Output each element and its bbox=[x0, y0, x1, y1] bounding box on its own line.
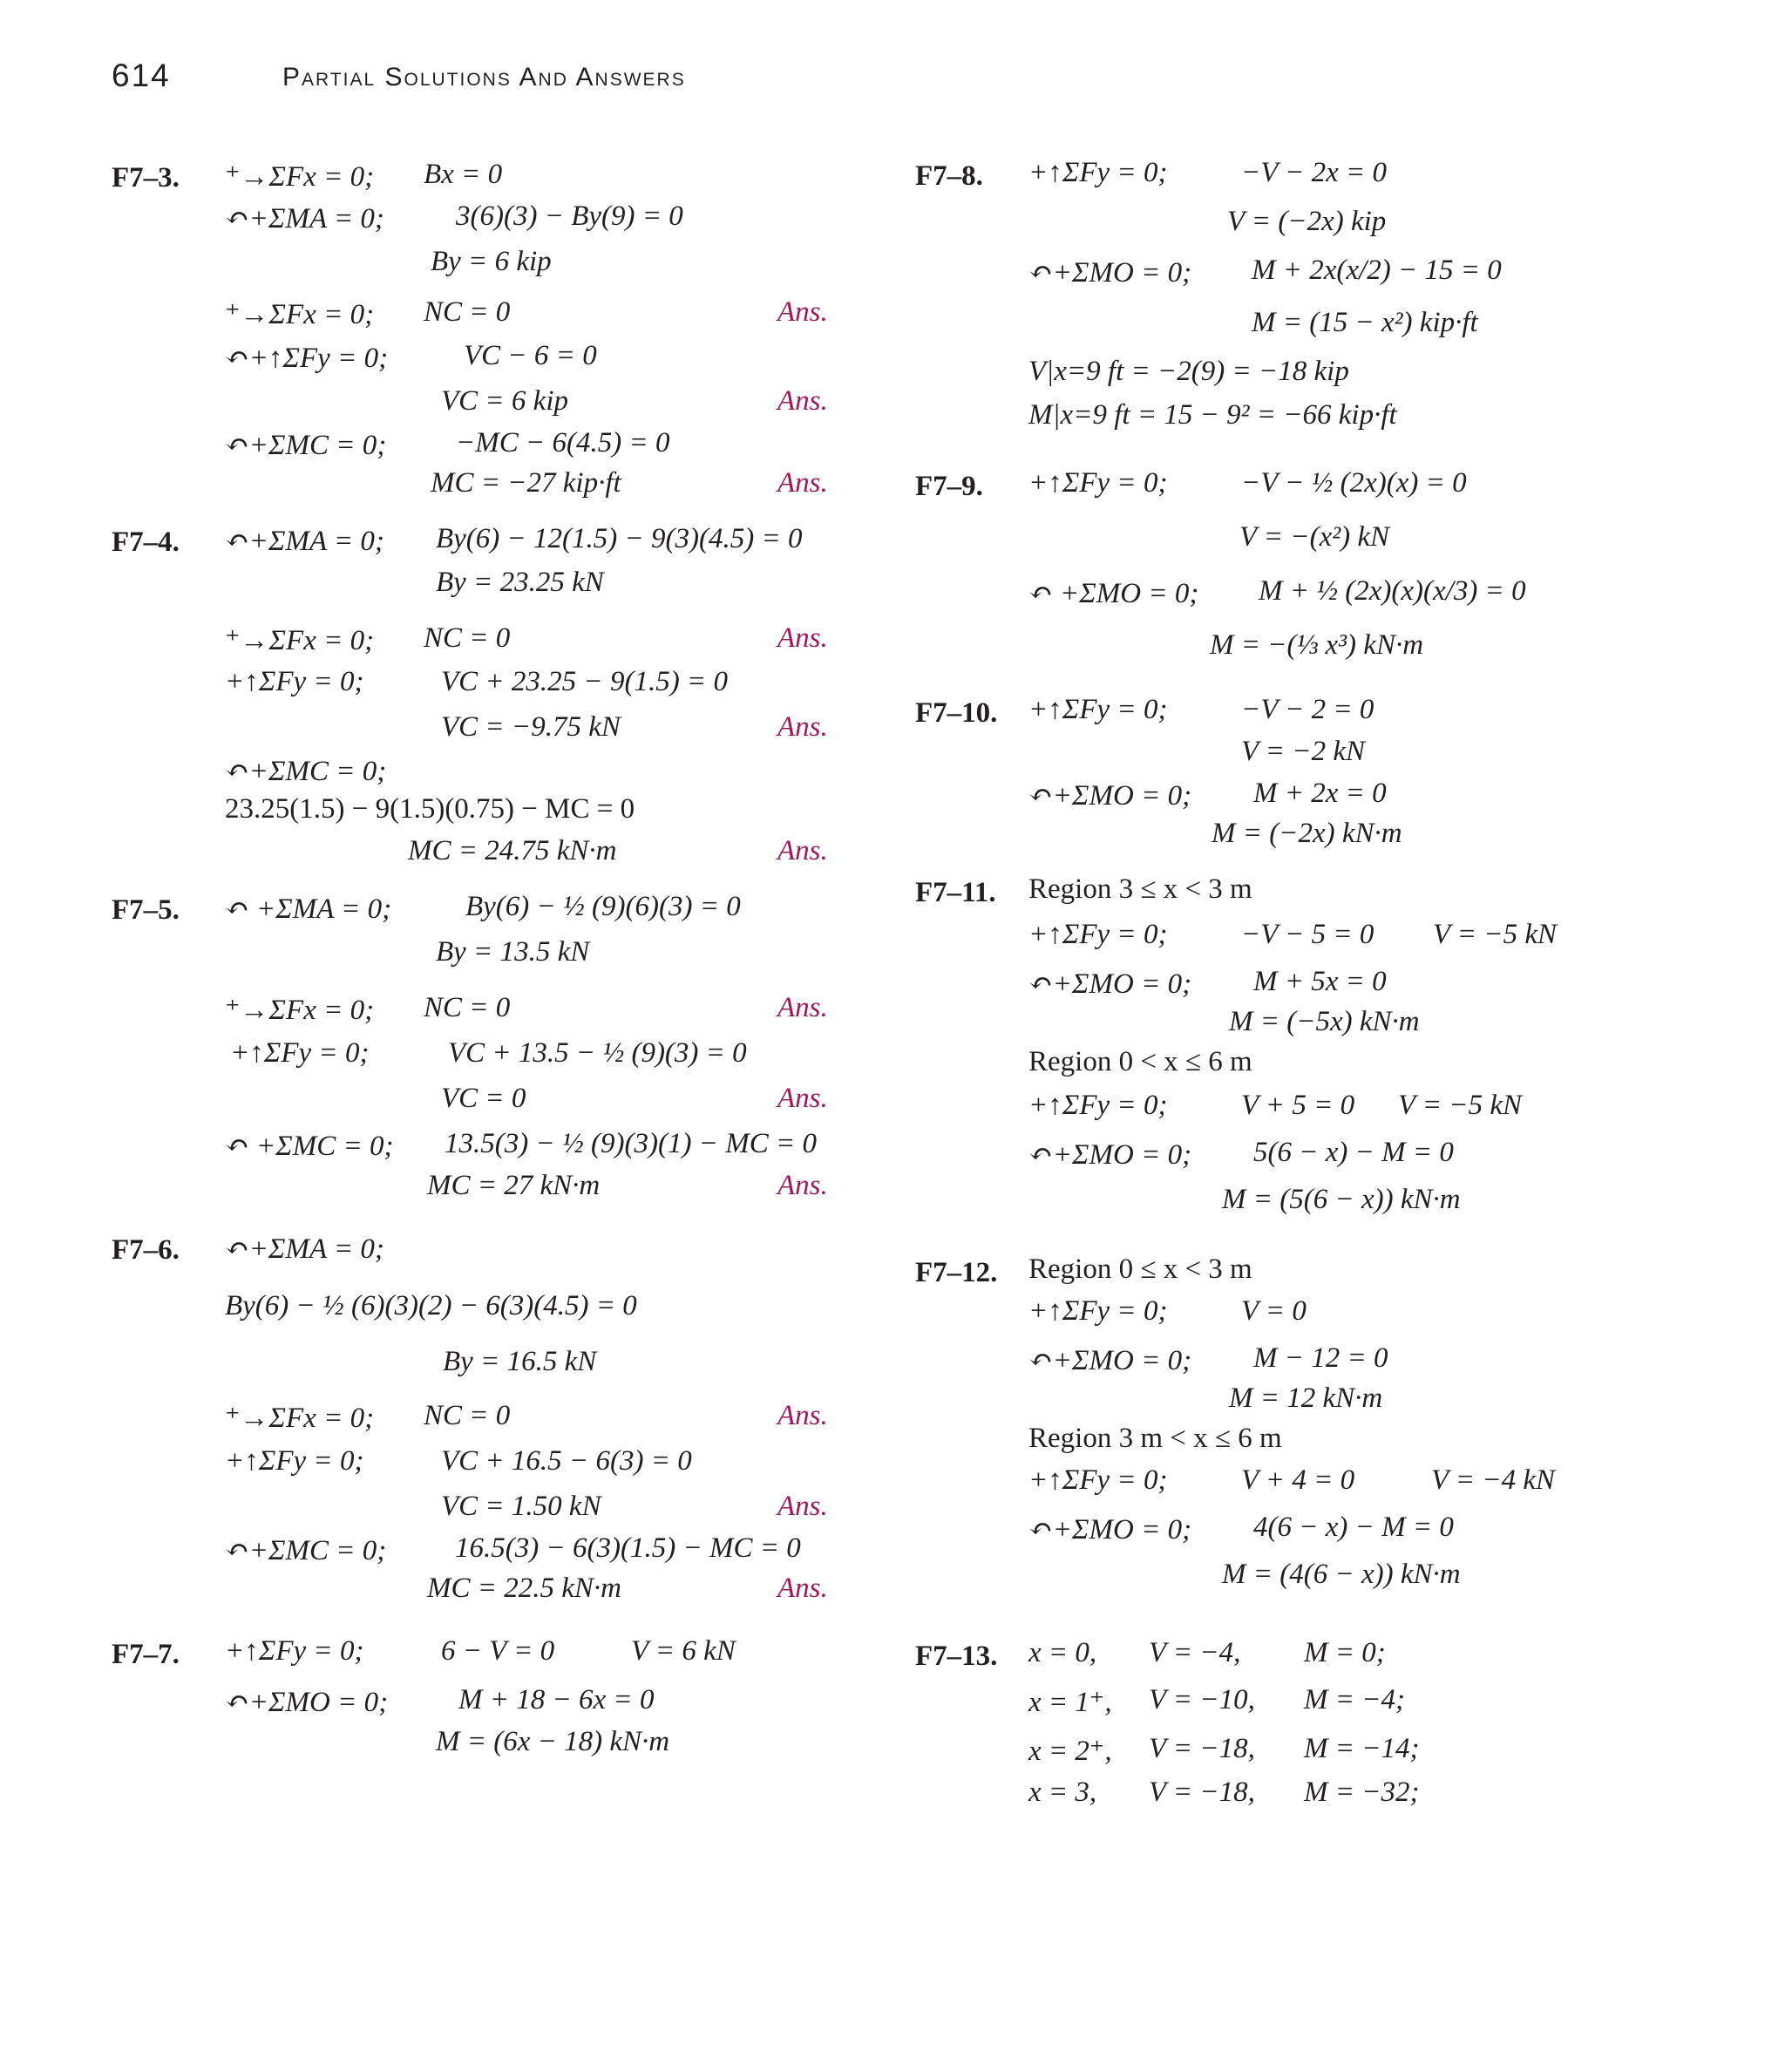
equilibrium-equation: ⁺→ΣFx = 0; bbox=[225, 995, 375, 1026]
equilibrium-equation: +↑ΣFy = 0; bbox=[1028, 1090, 1168, 1121]
equilibrium-equation: +↑ΣFy = 0; bbox=[225, 1635, 364, 1667]
equation-result: VC = 0 bbox=[441, 1083, 526, 1114]
equation-result: By = 13.5 kN bbox=[436, 936, 590, 968]
equilibrium-equation: ↶ +ΣMO = 0; bbox=[1028, 578, 1199, 609]
equation-result: MC = 24.75 kN·m bbox=[408, 835, 617, 866]
equation-result: By(6) − ½ (9)(6)(3) = 0 bbox=[465, 891, 741, 922]
equation-result: −V − 5 = 0 bbox=[1241, 919, 1374, 950]
equation-result: V + 4 = 0 bbox=[1241, 1464, 1355, 1496]
shear-value: V = −18, bbox=[1149, 1776, 1255, 1808]
equation-result: By(6) − ½ (6)(3)(2) − 6(3)(4.5) = 0 bbox=[225, 1290, 637, 1321]
equation-result: NC = 0 bbox=[424, 622, 511, 654]
equilibrium-equation: +↑ΣFy = 0; bbox=[1028, 157, 1168, 188]
equation-result: VC + 23.25 − 9(1.5) = 0 bbox=[441, 666, 728, 697]
problem-label: F7–6. bbox=[112, 1234, 180, 1266]
equilibrium-equation: ↶+ΣMO = 0; bbox=[1028, 968, 1192, 1000]
shear-value: V = −4, bbox=[1149, 1637, 1241, 1668]
region-heading: Region 3 m < x ≤ 6 m bbox=[1028, 1423, 1282, 1454]
equation-result: M = (5(6 − x)) kN·m bbox=[1222, 1184, 1461, 1215]
equilibrium-equation: ↶+ΣMC = 0; bbox=[225, 430, 387, 461]
x-value: x = 3, bbox=[1028, 1776, 1097, 1808]
equation-result: MC = −27 kip·ft bbox=[431, 467, 621, 499]
equation-result: By = 23.25 kN bbox=[436, 567, 604, 598]
answer-marker: Ans. bbox=[777, 1573, 828, 1604]
x-value: x = 0, bbox=[1028, 1637, 1097, 1668]
equation-result: M − 12 = 0 bbox=[1253, 1342, 1388, 1374]
equilibrium-equation: +↑ΣFy = 0; bbox=[230, 1037, 370, 1069]
equation-result: By = 16.5 kN bbox=[443, 1346, 597, 1377]
equation-result: M = 12 kN·m bbox=[1229, 1382, 1383, 1414]
equilibrium-equation: +↑ΣFy = 0; bbox=[1028, 694, 1168, 725]
equation-result: 4(6 − x) − M = 0 bbox=[1253, 1512, 1454, 1543]
equation-result: 23.25(1.5) − 9(1.5)(0.75) − MC = 0 bbox=[225, 793, 635, 825]
equation-result: 3(6)(3) − By(9) = 0 bbox=[456, 200, 683, 232]
problem-label: F7–13. bbox=[915, 1641, 998, 1672]
equilibrium-equation: ↶+ΣMA = 0; bbox=[225, 1233, 384, 1265]
x-value: x = 2⁺, bbox=[1028, 1736, 1112, 1767]
equilibrium-equation: +↑ΣFy = 0; bbox=[225, 1445, 364, 1477]
equation-result: V + 5 = 0 bbox=[1241, 1090, 1355, 1121]
equation-result: V = 6 kN bbox=[631, 1635, 736, 1667]
moment-value: M = −4; bbox=[1304, 1684, 1406, 1715]
equation-result: NC = 0 bbox=[424, 1400, 511, 1431]
equilibrium-equation: +↑ΣFy = 0; bbox=[1028, 467, 1168, 499]
equilibrium-equation: ↶+ΣMC = 0; bbox=[225, 1535, 387, 1566]
equation-result: VC = 1.50 kN bbox=[441, 1491, 601, 1522]
equation-result: V = −5 kN bbox=[1398, 1090, 1523, 1121]
equilibrium-equation: ⁺→ΣFx = 0; bbox=[225, 1403, 375, 1434]
answer-marker: Ans. bbox=[777, 711, 828, 743]
moment-value: M = −32; bbox=[1304, 1776, 1420, 1808]
problem-label: F7–11. bbox=[915, 877, 996, 908]
equation-result: M = (4(6 − x)) kN·m bbox=[1222, 1559, 1461, 1590]
equilibrium-equation: ↶ +ΣMA = 0; bbox=[225, 893, 392, 925]
equilibrium-equation: ↶+ΣMO = 0; bbox=[225, 1687, 389, 1718]
equilibrium-equation: ↶+ΣMO = 0; bbox=[1028, 1514, 1192, 1546]
equilibrium-equation: ⁺→ΣFx = 0; bbox=[225, 161, 375, 193]
equilibrium-equation: ↶+ΣMA = 0; bbox=[225, 203, 384, 234]
equilibrium-equation: ↶+ΣMO = 0; bbox=[1028, 1139, 1192, 1171]
answer-marker: Ans. bbox=[777, 385, 828, 417]
equation-result: NC = 0 bbox=[424, 296, 511, 328]
equation-result: −V − 2 = 0 bbox=[1241, 694, 1374, 725]
equilibrium-equation: +↑ΣFy = 0; bbox=[1028, 1464, 1168, 1496]
page-number: 614 bbox=[112, 58, 171, 93]
equilibrium-equation: ↶+↑ΣFy = 0; bbox=[225, 343, 389, 374]
answer-marker: Ans. bbox=[777, 296, 828, 328]
moment-value: M = 0; bbox=[1304, 1637, 1386, 1668]
equilibrium-equation: +↑ΣFy = 0; bbox=[225, 666, 364, 697]
region-heading: Region 3 ≤ x < 3 m bbox=[1028, 873, 1252, 905]
equation-result: M = (15 − x²) kip·ft bbox=[1252, 307, 1478, 338]
answer-marker: Ans. bbox=[777, 467, 828, 499]
equation-result: M + 2x(x/2) − 15 = 0 bbox=[1252, 255, 1502, 286]
equation-result: NC = 0 bbox=[424, 992, 511, 1023]
equation-result: MC = 22.5 kN·m bbox=[427, 1573, 622, 1604]
equation-result: V = 0 bbox=[1241, 1295, 1307, 1327]
equation-result: M + 2x = 0 bbox=[1253, 778, 1387, 809]
equilibrium-equation: ⁺→ΣFx = 0; bbox=[225, 299, 375, 330]
problem-label: F7–4. bbox=[112, 526, 180, 558]
equilibrium-equation: ↶ +ΣMC = 0; bbox=[225, 1131, 394, 1162]
equation-result: M = (6x − 18) kN·m bbox=[436, 1726, 670, 1757]
equation-result: 5(6 − x) − M = 0 bbox=[1253, 1137, 1454, 1168]
equilibrium-equation: ↶+ΣMO = 0; bbox=[1028, 257, 1192, 289]
problem-label: F7–8. bbox=[915, 160, 983, 192]
equation-result: V = −(x²) kN bbox=[1239, 521, 1390, 553]
answer-marker: Ans. bbox=[777, 1170, 828, 1201]
equation-result: VC = 6 kip bbox=[441, 385, 569, 417]
equation-result: V = −4 kN bbox=[1431, 1464, 1556, 1496]
equation-result: M|x=9 ft = 15 − 9² = −66 kip·ft bbox=[1028, 399, 1397, 431]
equation-result: −MC − 6(4.5) = 0 bbox=[456, 427, 670, 459]
equilibrium-equation: ↶+ΣMO = 0; bbox=[1028, 1345, 1192, 1376]
equation-result: V = (−2x) kip bbox=[1227, 206, 1387, 237]
equation-result: VC + 16.5 − 6(3) = 0 bbox=[441, 1445, 692, 1477]
problem-label: F7–3. bbox=[112, 162, 180, 194]
equation-result: Bx = 0 bbox=[424, 159, 503, 190]
equilibrium-equation: ↶+ΣMA = 0; bbox=[225, 526, 384, 557]
equation-result: M = (−5x) kN·m bbox=[1229, 1006, 1420, 1037]
equilibrium-equation: ⁺→ΣFx = 0; bbox=[225, 625, 375, 656]
equation-result: M = (−2x) kN·m bbox=[1211, 818, 1402, 849]
equation-result: VC = −9.75 kN bbox=[441, 711, 621, 743]
equation-result: M + 18 − 6x = 0 bbox=[458, 1684, 655, 1715]
equilibrium-equation: ↶+ΣMO = 0; bbox=[1028, 780, 1192, 812]
answer-marker: Ans. bbox=[777, 1083, 828, 1114]
problem-label: F7–7. bbox=[112, 1639, 180, 1670]
equation-result: V = −5 kN bbox=[1433, 919, 1558, 950]
answer-marker: Ans. bbox=[777, 622, 828, 654]
problem-label: F7–9. bbox=[915, 471, 983, 502]
equation-result: VC − 6 = 0 bbox=[464, 340, 597, 371]
equation-result: By(6) − 12(1.5) − 9(3)(4.5) = 0 bbox=[436, 523, 803, 554]
moment-value: M = −14; bbox=[1304, 1733, 1420, 1764]
equation-result: M = −(⅓ x³) kN·m bbox=[1210, 629, 1424, 661]
equation-result: V|x=9 ft = −2(9) = −18 kip bbox=[1028, 356, 1349, 387]
answer-marker: Ans. bbox=[777, 1491, 828, 1522]
equation-result: VC + 13.5 − ½ (9)(3) = 0 bbox=[448, 1037, 747, 1069]
problem-label: F7–10. bbox=[915, 697, 998, 729]
region-heading: Region 0 ≤ x < 3 m bbox=[1028, 1253, 1252, 1285]
equation-result: 13.5(3) − ½ (9)(3)(1) − MC = 0 bbox=[445, 1128, 817, 1159]
equilibrium-equation: +↑ΣFy = 0; bbox=[1028, 919, 1168, 950]
equation-result: −V − ½ (2x)(x) = 0 bbox=[1241, 467, 1467, 499]
equilibrium-equation: +↑ΣFy = 0; bbox=[1028, 1295, 1168, 1327]
equilibrium-equation: ↶+ΣMC = 0; bbox=[225, 756, 387, 787]
problem-label: F7–5. bbox=[112, 894, 180, 926]
equation-result: MC = 27 kN·m bbox=[427, 1170, 601, 1201]
answer-marker: Ans. bbox=[777, 835, 828, 866]
problem-label: F7–12. bbox=[915, 1257, 998, 1288]
region-heading: Region 0 < x ≤ 6 m bbox=[1028, 1046, 1252, 1077]
equation-result: V = −2 kN bbox=[1241, 736, 1366, 767]
shear-value: V = −10, bbox=[1149, 1684, 1255, 1715]
running-title: Partial Solutions And Answers bbox=[282, 63, 686, 92]
x-value: x = 1⁺, bbox=[1028, 1687, 1112, 1718]
shear-value: V = −18, bbox=[1149, 1733, 1255, 1764]
equation-result: 6 − V = 0 bbox=[441, 1635, 555, 1667]
equation-result: 16.5(3) − 6(3)(1.5) − MC = 0 bbox=[455, 1532, 801, 1564]
equation-result: M + ½ (2x)(x)(x/3) = 0 bbox=[1259, 575, 1526, 607]
answer-marker: Ans. bbox=[777, 992, 828, 1023]
equation-result: By = 6 kip bbox=[431, 246, 552, 277]
equation-result: −V − 2x = 0 bbox=[1241, 157, 1388, 188]
answer-marker: Ans. bbox=[777, 1400, 828, 1431]
equation-result: M + 5x = 0 bbox=[1253, 966, 1387, 997]
